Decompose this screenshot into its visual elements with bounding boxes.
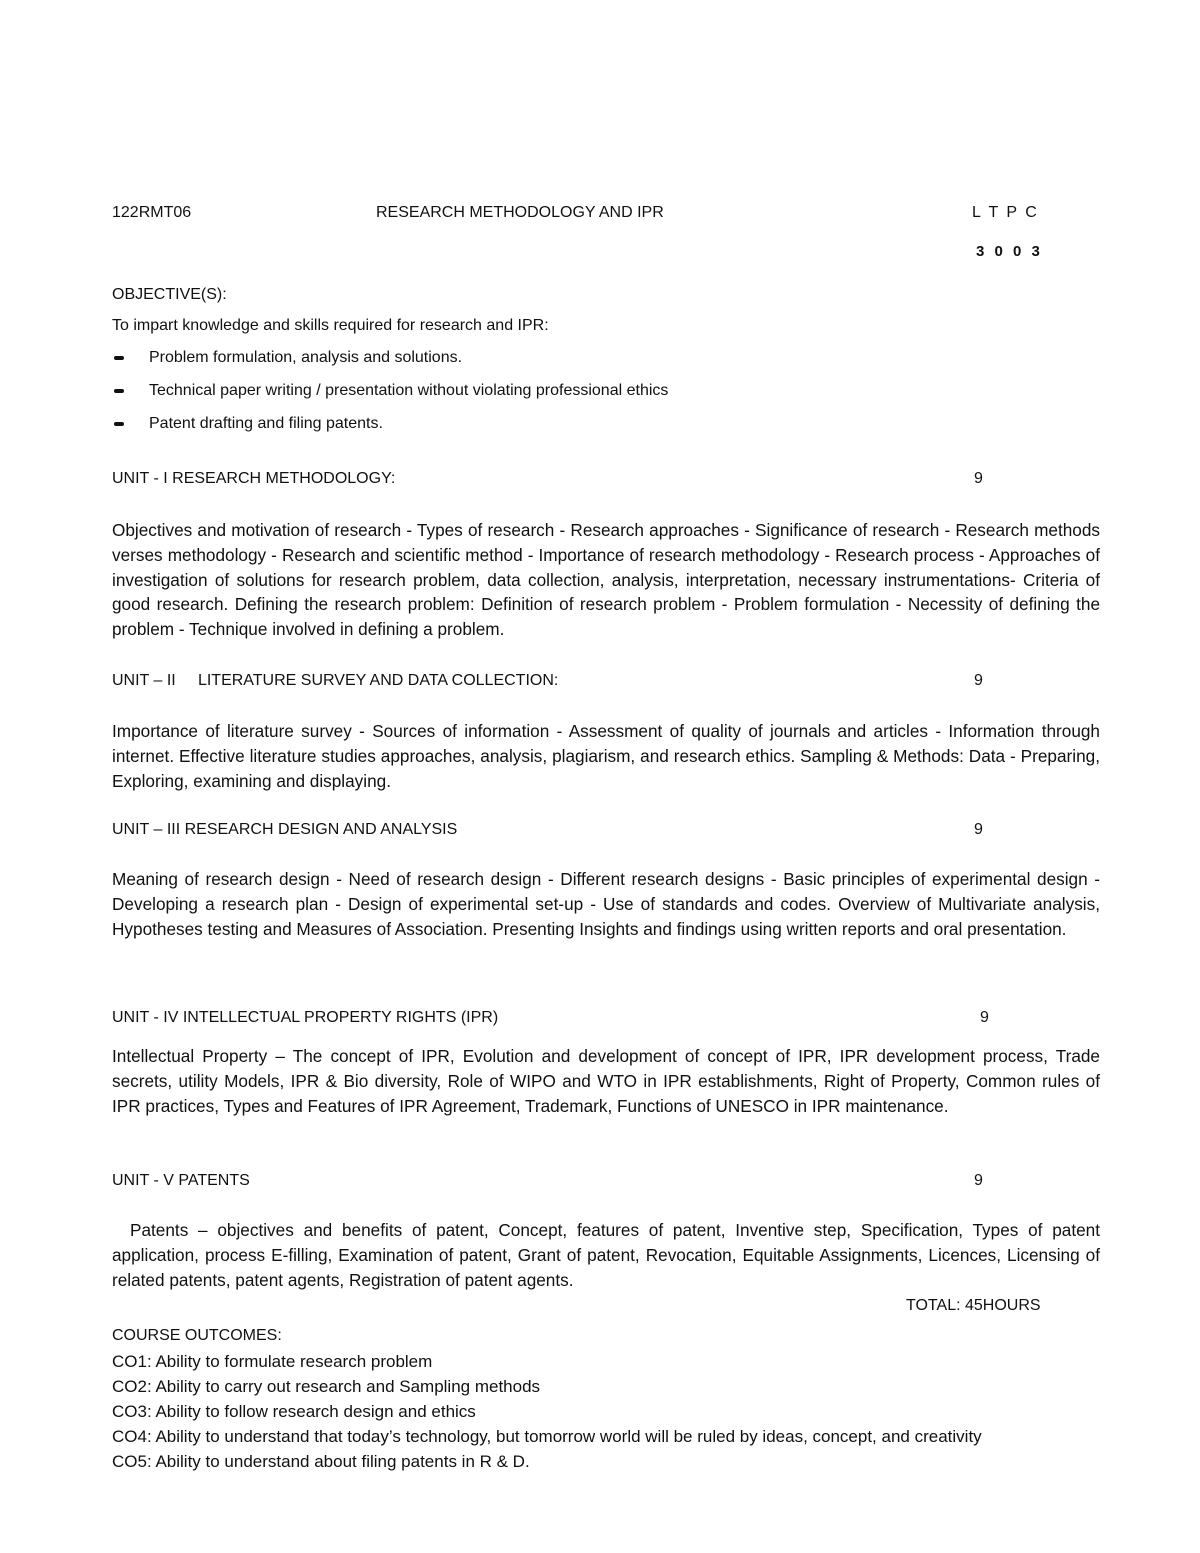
unit-title: UNIT – II LITERATURE SURVEY AND DATA COLLECTION: [112, 672, 559, 689]
unit-4-header [112, 1008, 992, 1028]
ltpc-values: 3 0 0 3 [976, 243, 1043, 260]
unit-3-header [112, 820, 992, 840]
objectives-list [112, 347, 668, 446]
outcome-item: CO5: Ability to understand about filing patents in R & D. [112, 1452, 530, 1471]
unit-title: UNIT - I RESEARCH METHODOLOGY: [112, 470, 396, 487]
unit-title: UNIT – III RESEARCH DESIGN AND ANALYSIS [112, 821, 458, 838]
unit-5-content: Patents – objectives and benefits of patent, Concept, features of patent, Inventive step, Specification, Types of patent application, process E-filling, Examination of patent, Grant of patent, Revocation, Equitable Assignments, Licences, Licensing of related patents, patent agents, Registration of patent agents. [112, 1220, 1100, 1290]
unit-hours: 9 [974, 672, 983, 689]
objective-item: Problem formulation, analysis and solutions. [112, 347, 668, 380]
unit-2-header [112, 671, 992, 691]
course-code: 122RMT06 [112, 204, 192, 221]
unit-1-content: Objectives and motivation of research - Types of research - Research approaches - Significance of research - Research methods verses methodology - Research and scientific method - Importance of research methodology - Research process - Approaches of investigation of solutions for research problem, data collection, analysis, interpretation, necessary instrumentations- Criteria of good research. Defining the research problem: Definition of research problem - Problem formulation - Necessity of defining the problem - Technique involved in defining a problem. [112, 520, 1100, 640]
objectives-intro: To impart knowledge and skills required for research and IPR: [112, 317, 549, 334]
unit-2-content: Importance of literature survey - Sources of information - Assessment of quality of journals and articles - Information through internet. Effective literature studies approaches, analysis, plagiarism, and research ethics. Sampling & Methods: Data - Preparing, Exploring, examining and displaying. [112, 721, 1100, 791]
unit-hours: 9 [974, 1172, 983, 1189]
outcome-item: CO2: Ability to carry out research and Sampling methods [112, 1377, 541, 1396]
unit-3-content: Meaning of research design - Need of research design - Different research designs - Basic principles of experimental design - Developing a research plan - Design of experimental set-up - Use of standards and codes. Overview of Multivariate analysis, Hypotheses testing and Measures of Association. Presenting Insights and findings using written reports and oral presentation. [112, 869, 1100, 939]
unit-1-header [112, 469, 992, 489]
outcome-item: CO4: Ability to understand that today’s technology, but tomorrow world will be ruled by ideas, concept, and creativity [112, 1427, 982, 1446]
unit-title: UNIT - IV INTELLECTUAL PROPERTY RIGHTS (IPR) [112, 1009, 499, 1026]
unit-hours: 9 [974, 470, 983, 487]
objectives-heading: OBJECTIVE(S): [112, 286, 227, 303]
unit-title: UNIT - V PATENTS [112, 1172, 250, 1189]
outcome-item: CO3: Ability to follow research design and ethics [112, 1402, 476, 1421]
unit-hours: 9 [980, 1009, 989, 1026]
unit-hours: 9 [974, 821, 983, 838]
unit-4-content: Intellectual Property – The concept of IPR, Evolution and development of concept of IPR, IPR development process, Trade secrets, utility Models, IPR & Bio diversity, Role of WIPO and WTO in IPR establishments, Right of Property, Common rules of IPR practices, Types and Features of IPR Agreement, Trademark, Functions of UNESCO in IPR maintenance. [112, 1046, 1100, 1116]
total-hours: TOTAL: 45HOURS [906, 1297, 1041, 1314]
outcomes-heading: COURSE OUTCOMES: [112, 1327, 282, 1344]
outcome-item: CO1: Ability to formulate research problem [112, 1352, 433, 1371]
unit-5-header [112, 1171, 992, 1191]
objective-item: Technical paper writing / presentation without violating professional ethics [112, 380, 668, 413]
course-title: RESEARCH METHODOLOGY AND IPR [376, 204, 664, 221]
objective-item: Patent drafting and filing patents. [112, 413, 668, 446]
ltpc-label: L T P C [972, 204, 1039, 221]
outcomes-list [112, 1349, 982, 1474]
